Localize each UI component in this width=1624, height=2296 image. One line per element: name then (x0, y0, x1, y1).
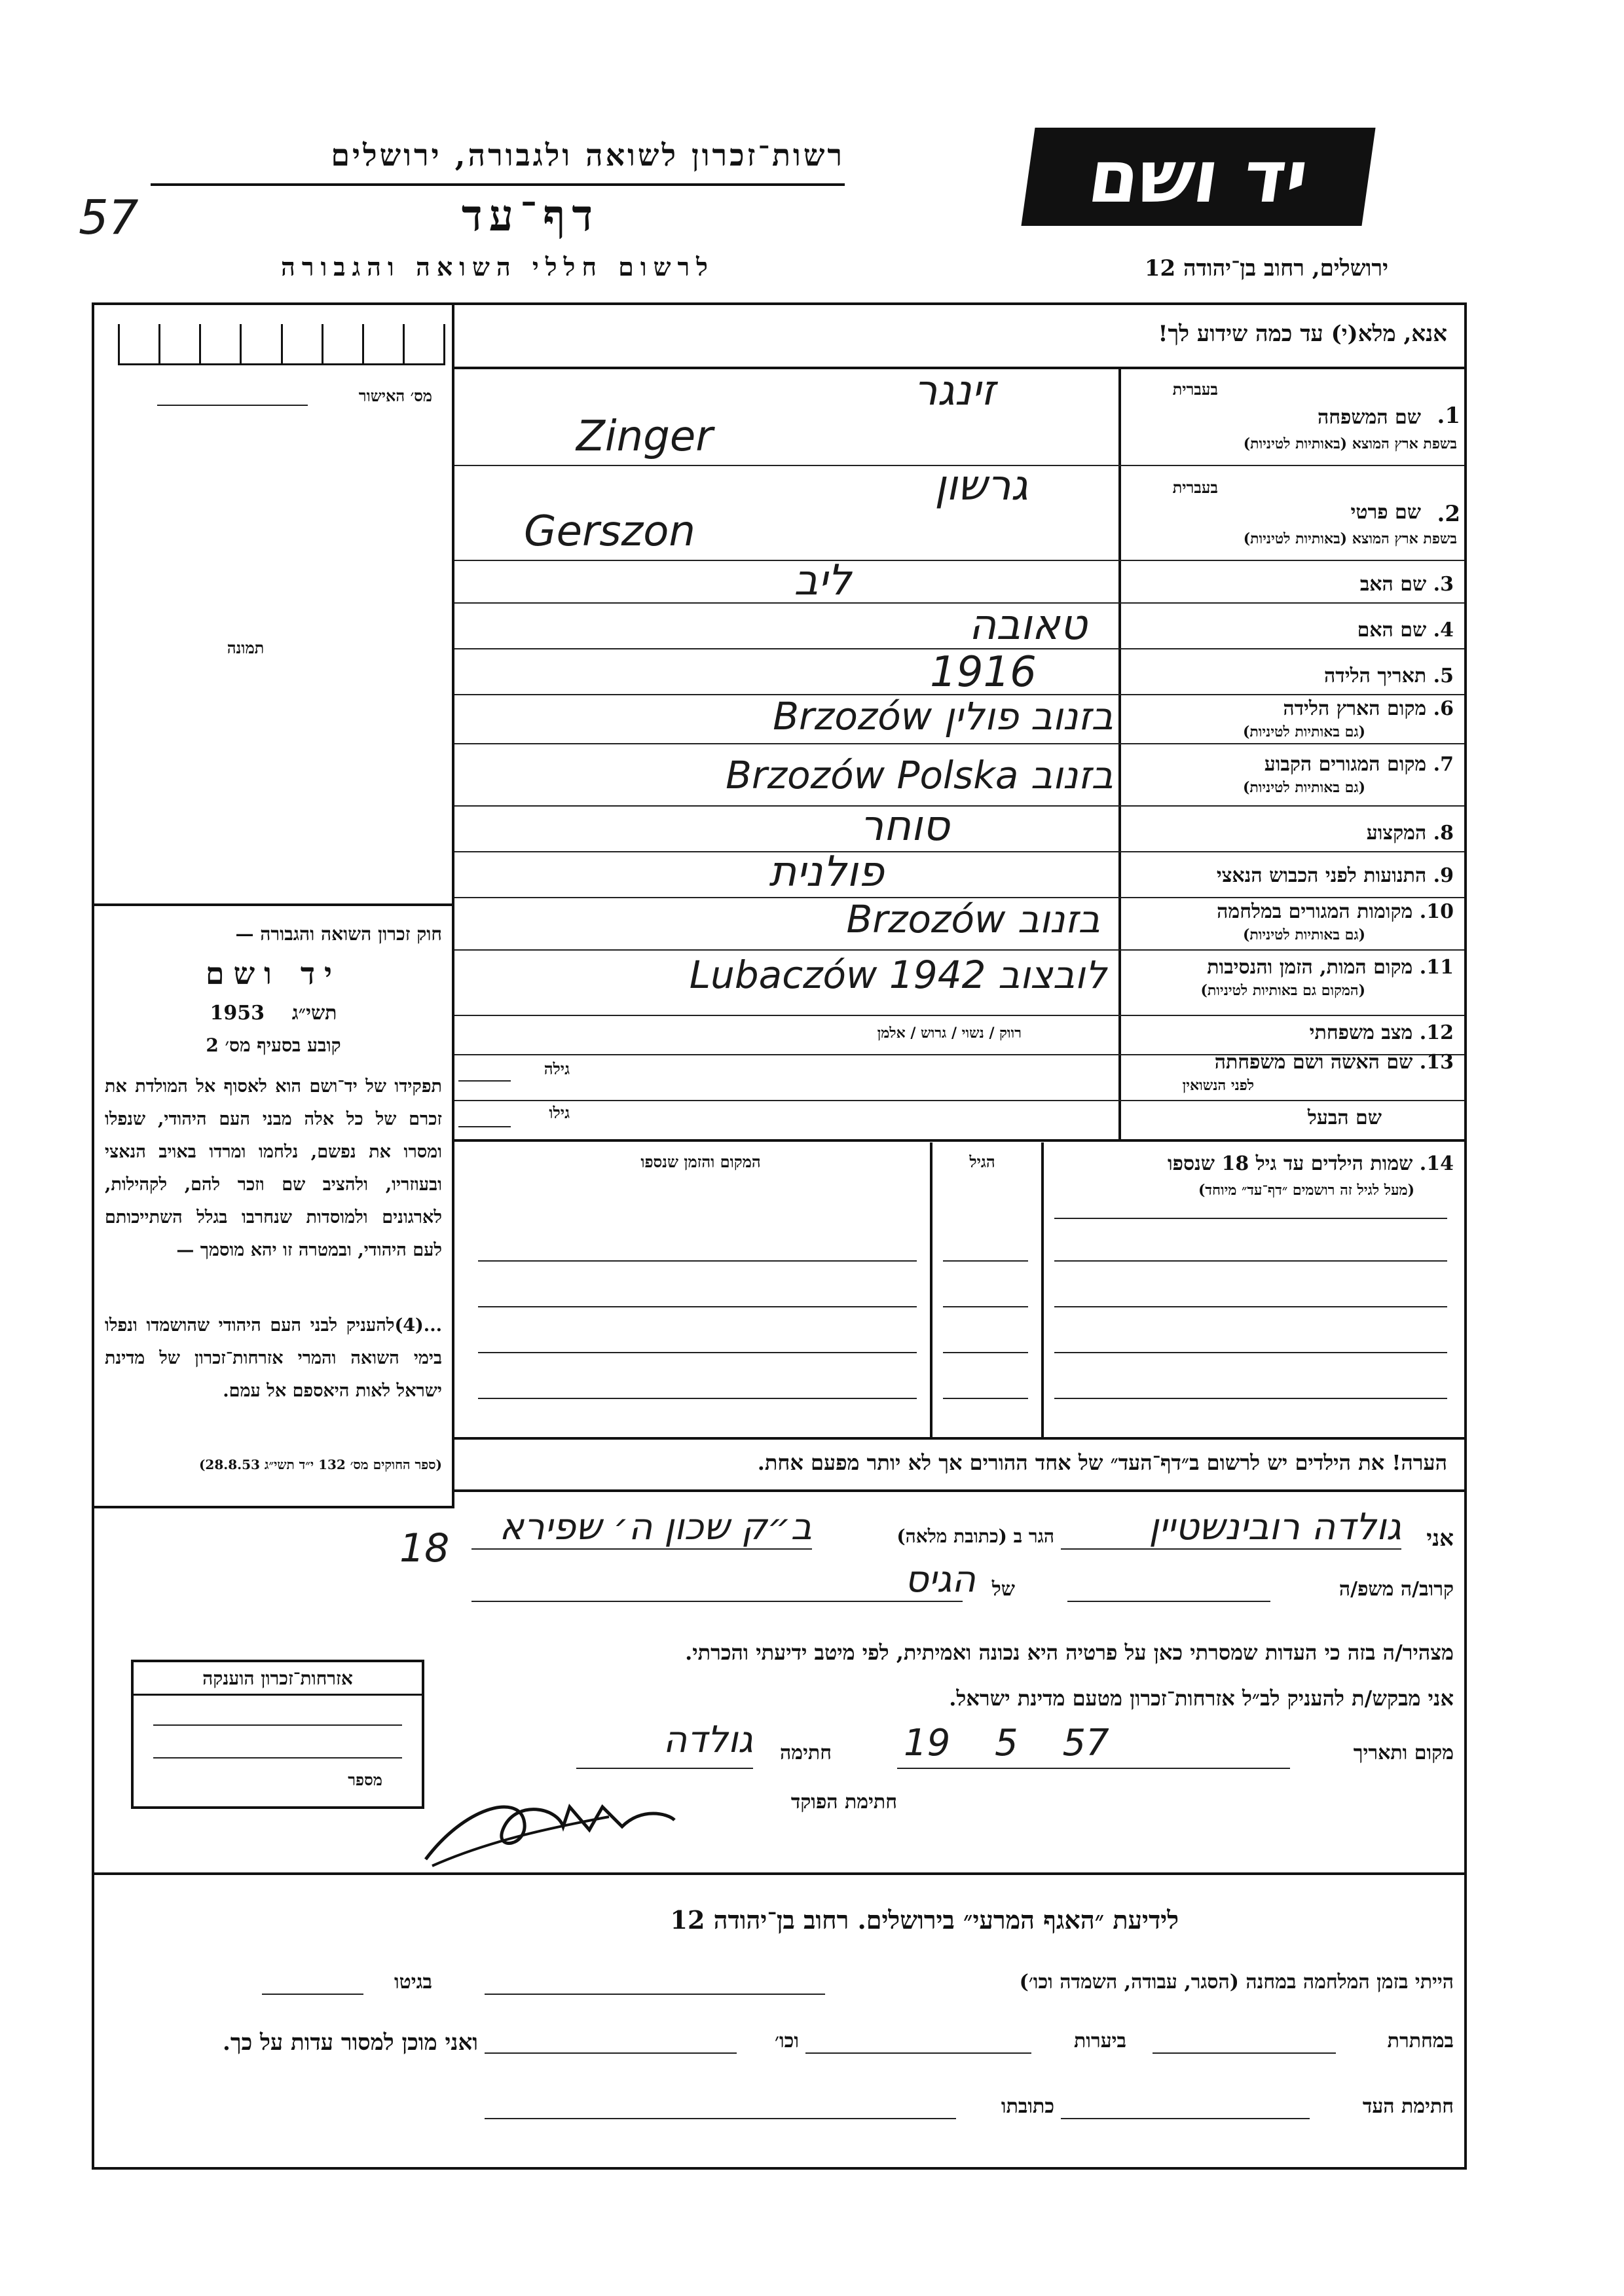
signature-label: חתימה (780, 1741, 832, 1764)
law-name: יד ושם (205, 956, 342, 991)
page-number: 57 (79, 190, 139, 245)
form-title: דף־עד (461, 190, 600, 241)
relative-label: קרוב/ה משפ/ה (1338, 1578, 1454, 1601)
field-1-value-hebrew: זינגר (913, 367, 995, 415)
field-2-value-latin: Gerszon (524, 507, 695, 556)
law-top-rule (92, 903, 454, 906)
row-rule (454, 560, 1464, 561)
footer-etc: וכו׳ (775, 2030, 799, 2052)
row-rule (454, 805, 1464, 807)
children-label: 14. שמות הילדים עד גיל 18 שנספו (1167, 1152, 1454, 1175)
footer-line-1-blank (485, 1994, 825, 1995)
children-row-line (1054, 1306, 1447, 1307)
field-7-text: מקום המגורים הקבוע (1264, 753, 1427, 776)
husband-name-label: שם הבעל (1307, 1106, 1382, 1129)
header-rule (151, 183, 845, 186)
field-3-value: ליב (794, 556, 851, 605)
field-13-text: שם האשה ושם משפחתה (1214, 1051, 1413, 1074)
field-5-text: תאריך הלידה (1324, 665, 1427, 687)
field-12-label (1133, 1021, 1454, 1044)
logo-text: יד ושם (1083, 135, 1314, 219)
note-bottom-rule (454, 1489, 1464, 1492)
declarant-label: אני (1426, 1525, 1454, 1552)
declarant-name-line (1061, 1548, 1401, 1550)
memorial-citizenship-box (131, 1660, 424, 1809)
footer-underground: במחתרת (1387, 2030, 1454, 2052)
field-10-value: בזנוב Brzozów (846, 897, 1100, 941)
declaration-date: 19 5 57 (904, 1722, 1109, 1764)
field-4-number: 4. (1433, 619, 1454, 642)
row-rule (454, 949, 1464, 951)
field-7-number: 7. (1433, 753, 1454, 776)
footer-etc-line (485, 2052, 737, 2054)
field-12-value: רווק / נשוי / גרוש / אלמן (877, 1025, 1022, 1042)
photo-label: תמונה (227, 638, 265, 657)
husband-age-line (458, 1126, 511, 1127)
children-row-line (943, 1306, 1028, 1307)
label-column-divider (1118, 367, 1121, 1139)
field-2-label: שם פרטי (1350, 501, 1421, 524)
note-top-rule (454, 1437, 1464, 1440)
memorial-box-title: אזרחות־זכרון הוענקה (134, 1667, 422, 1696)
children-row-line (1054, 1218, 1447, 1219)
field-4-value: טאובה (969, 601, 1087, 649)
field-8-value: סוחר (860, 802, 950, 850)
law-year-row (105, 1002, 442, 1025)
field-6-text: מקום הארץ הלידה (1283, 697, 1427, 720)
form-subtitle: לרשום חללי השואה והגבורה (281, 252, 714, 282)
left-panel-bottom (92, 1506, 454, 1508)
law-text-2: ...(4)להעניק לבני העם היהודי שהושמדו ונפלו בימי השואה והמרי אזרחות־זכרון של מדינת ישראל לאות היאספם אל עמם. (105, 1315, 442, 1401)
yad-vashem-logo (1021, 128, 1375, 226)
declarant-address: ב״ק שכון ה׳ שפירא (499, 1506, 812, 1548)
field-9-label (1133, 864, 1454, 887)
note-text: הערה! את הילדים יש לרשום ב״דף־העד״ של אחד ההורים אך לא יותר מפעם אחת. (757, 1450, 1447, 1475)
footer-forests: ביערות (1073, 2030, 1126, 2052)
children-row-line (478, 1352, 917, 1353)
official-signature-label: חתימת הפוקד (790, 1791, 897, 1813)
children-col-age: הגיל (969, 1152, 995, 1171)
field-1-sub: בשפת ארץ המוצא (באותיות לטיניות) (1243, 435, 1457, 452)
declarant-house-number: 18 (399, 1525, 450, 1571)
children-row-line (943, 1352, 1028, 1353)
declarant-signature: גולדה (663, 1719, 753, 1761)
field-10-label (1133, 900, 1454, 923)
field-8-text: המקצוע (1366, 822, 1427, 845)
frame-left (92, 302, 94, 2170)
field-1-label: שם המשפחה (1317, 406, 1421, 429)
field-5-number: 5. (1433, 665, 1454, 687)
children-row-line (1054, 1398, 1447, 1399)
field-6-label (1133, 697, 1454, 720)
row-rule-strong (454, 1139, 1464, 1142)
footer-top-rule (92, 1872, 1467, 1875)
footer-witness-signature-label: חתימת העד (1362, 2095, 1454, 2118)
footer-testimony: ואני מוכן למסור עדות על כך. (223, 2030, 478, 2056)
law-text: תפקידו של יד־ושם הוא לאסוף אל המולדת את זכרם של כל אלה מבני העם היהודי, שנפלו ומסרו את נפשם, נלחמו ומרדו באויב הנאצי ובעוזריו, ולהציב שם וזכר להם, לקהילות, לארגונים ולמוסדות שנחרבו בגלל השתייכותם לעם היהודי, ובמטרה זו יהא מוסמך — (105, 1076, 442, 1260)
memorial-box-line (153, 1724, 402, 1726)
confirm-number-line (157, 405, 308, 406)
field-13-label (1133, 1051, 1454, 1074)
field-11-text: מקום המות, הזמן והנסיבות (1207, 956, 1413, 979)
field-2-sub: בשפת ארץ המוצא (באותיות לטיניות) (1243, 530, 1457, 547)
field-11-value: לובצוב 1942 Lubaczów (689, 953, 1107, 997)
of-line (471, 1601, 963, 1602)
row-rule (454, 743, 1464, 744)
confirm-number-label: מס׳ האישור (358, 386, 432, 405)
field-2-tag: בעברית (1172, 478, 1218, 497)
field-3-label (1133, 573, 1454, 596)
children-col-divider (1041, 1142, 1044, 1437)
place-date-label: מקום ותאריך (1353, 1741, 1454, 1764)
declarant-name: גולדה רובינשטיין (1149, 1506, 1401, 1548)
field-8-label (1133, 822, 1454, 845)
row-rule (454, 1015, 1464, 1016)
footer-address-line (485, 2118, 956, 2119)
footer-line-1: הייתי בזמן המלחמה במחנה (הסגר, עבודה, השמדה וכו׳) (1019, 1971, 1454, 1994)
field-7-value: בזנוב Brzozów Polska (726, 753, 1113, 797)
footer-title: לידיעת ״האגף המרעי״ בירושלים. רחוב בן־יהודה 12 (670, 1905, 1179, 1935)
field-7-sub: (גם באותיות לטיניות) (1242, 779, 1365, 796)
field-10-number: 10. (1419, 900, 1454, 923)
children-col-place: המקום והזמן שנספו (640, 1152, 761, 1171)
footer-forests-line (805, 2052, 1031, 2054)
footer-witness-signature-line (1061, 2118, 1310, 2119)
husband-age-label: גילו (549, 1103, 570, 1122)
of-label: של (991, 1578, 1015, 1601)
address-line (471, 1548, 812, 1550)
footer-ghetto-line (262, 1994, 363, 1995)
field-11-label (1133, 956, 1454, 979)
footer-ghetto-label: בגיטו (394, 1971, 432, 1994)
field-4-text: שם האם (1357, 619, 1427, 642)
intro-text: אנא, מלא(י) עד כמה שידוע לך! (1158, 321, 1447, 347)
law-year: 1953 (210, 1002, 265, 1025)
field-11-number: 11. (1419, 956, 1454, 979)
children-col-divider (930, 1142, 932, 1437)
header-address: ירושלים, רחוב בן־יהודה 12 (1144, 255, 1388, 282)
declaration-request: אני מבקש/ת להעניק לב״ל אזרחות־זכרון מטעם מדינת ישראל. (949, 1686, 1454, 1711)
field-2-number: 2. (1437, 501, 1460, 527)
law-year-heb: תשי״ג (291, 1002, 337, 1025)
relative-line (1067, 1601, 1270, 1602)
children-row-line (943, 1398, 1028, 1399)
field-5-label (1133, 665, 1454, 687)
law-reference: (ספר החוקים מס׳ 132 י״ד תשי״ג 28.8.53) (198, 1457, 442, 1472)
footer-address-label: כתובתו (1001, 2095, 1054, 2118)
children-sub: (מעל לגיל זה רושמים ״דף־עד״ מיוחד) (1198, 1182, 1414, 1199)
field-3-text: שם האב (1359, 573, 1427, 596)
children-row-line (1054, 1352, 1447, 1353)
address-label: הגר ב (כתובת מלאה) (896, 1525, 1054, 1547)
confirm-boxes (118, 324, 445, 363)
memorial-box-line (153, 1757, 402, 1758)
children-row-line (1054, 1260, 1447, 1262)
frame-right (1464, 302, 1467, 2170)
field-1-number: 1. (1437, 403, 1460, 429)
declaration-statement: מצהיר/ה בזה כי העדות שמסרתי כאן על פרטיה היא נכונה ואמיתית, לפי מיטב ידיעתי והכרתי. (685, 1640, 1454, 1665)
field-4-label (1133, 619, 1454, 642)
field-9-number: 9. (1433, 864, 1454, 887)
field-9-text: התנועות לפני הכבוש הנאצי (1216, 864, 1427, 887)
law-section: קובע בסעיף מס׳ 2 (206, 1034, 341, 1056)
children-row-line (478, 1260, 917, 1262)
memorial-box-number: מספר (348, 1770, 382, 1789)
field-9-value: פולנית (769, 848, 884, 896)
row-rule (454, 1100, 1464, 1101)
wife-age-line (458, 1080, 511, 1082)
signature-line (576, 1768, 753, 1769)
children-row-line (943, 1260, 1028, 1262)
row-rule (454, 851, 1464, 852)
relation-value: הגיס (904, 1558, 976, 1601)
field-13-number: 13. (1419, 1051, 1454, 1074)
children-row-line (478, 1398, 917, 1399)
field-6-sub: (גם באותיות לטיניות) (1242, 723, 1365, 740)
field-8-number: 8. (1433, 822, 1454, 845)
wife-age-label: גילה (544, 1059, 570, 1078)
field-7-label (1133, 753, 1454, 776)
field-12-number: 12. (1419, 1021, 1454, 1044)
field-11-sub: (המקום גם באותיות לטיניות) (1200, 982, 1365, 999)
field-2-value-hebrew: גרשון (934, 462, 1028, 510)
field-13-sub: לפני הנשואין (1182, 1077, 1254, 1094)
field-3-number: 3. (1433, 573, 1454, 596)
field-10-text: מקומות המגורים במלחמה (1217, 900, 1413, 923)
official-signature-scribble (413, 1781, 727, 1872)
footer-underground-line (1153, 2052, 1336, 2054)
children-row-line (478, 1306, 917, 1307)
law-title: חוק זכרון השואה והגבורה — (235, 923, 442, 945)
field-1-tag: בעברית (1172, 380, 1218, 399)
place-date-line (897, 1768, 1290, 1769)
frame-bottom (92, 2167, 1467, 2170)
header-org: רשות־זכרון לשואה ולגבורה, ירושלים (331, 137, 845, 173)
field-6-value: בזנוב פולין Brzozów (773, 694, 1113, 738)
field-1-value-latin: Zinger (576, 412, 713, 461)
field-5-value: 1916 (930, 648, 1037, 697)
frame-top (92, 302, 1467, 305)
field-12-text: מצב משפחתי (1309, 1021, 1413, 1044)
field-6-number: 6. (1433, 697, 1454, 720)
field-10-sub: (גם באותיות לטיניות) (1242, 926, 1365, 943)
